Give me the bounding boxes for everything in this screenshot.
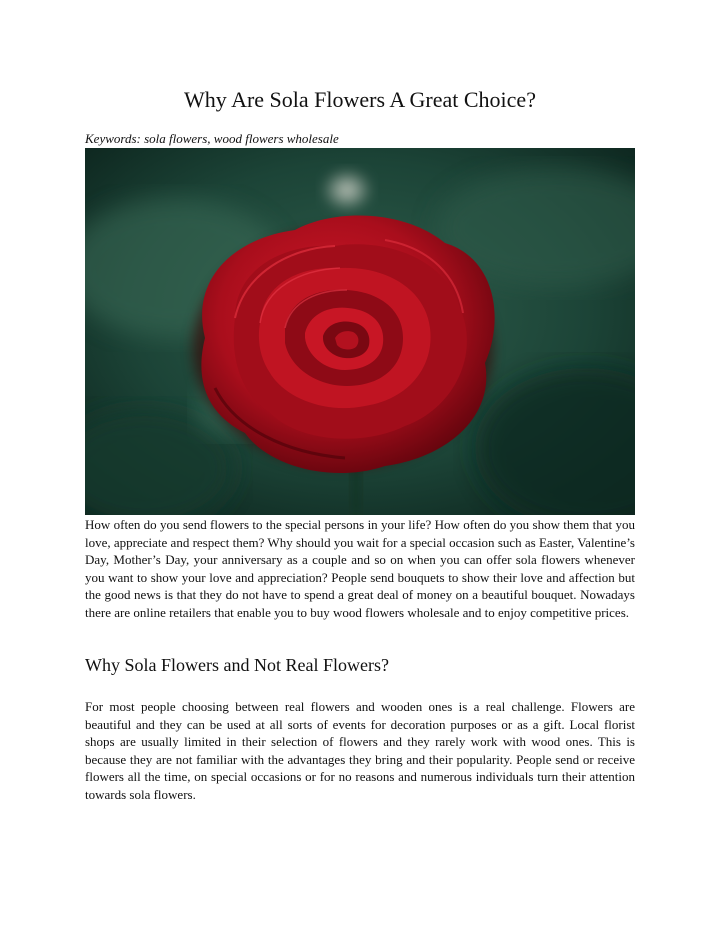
red-rose-photo [85,148,635,515]
keywords-line: Keywords: sola flowers, wood flowers wholesale [85,131,339,146]
intro-paragraph: How often do you send flowers to the special persons in your life? How often do you show them that you love, appreciate and respect them? Why should you wait for a special occasion such as Easter, Valentine’s Day, Mother’s Day, your anniversary as a couple and so on when you can offer sola flowers whenever you want to show your love and appreciation? People send bouquets to show their love and affection but the good news is that they do not have to spend a great deal of money on a beautiful bouquet. Nowadays there are online retailers that enable you to buy wood flowers wholesale and to enjoy competitive prices. [85,517,635,620]
section-paragraph: For most people choosing between real flowers and wooden ones is a real challenge. Flowers are beautiful and they can be used at all sorts of events for decoration purposes or as a gift. Local florist shops are usually limited in their selection of flowers and they rarely work with wood ones. This is because they are not familiar with the advantages they bring and their popularity. People send or receive flowers all the time, on special occasions or for no reasons and numerous individuals turn their attention towards sola flowers. [85,699,635,802]
page-title: Why Are Sola Flowers A Great Choice? [184,87,536,112]
section-heading: Why Sola Flowers and Not Real Flowers? [85,655,389,675]
